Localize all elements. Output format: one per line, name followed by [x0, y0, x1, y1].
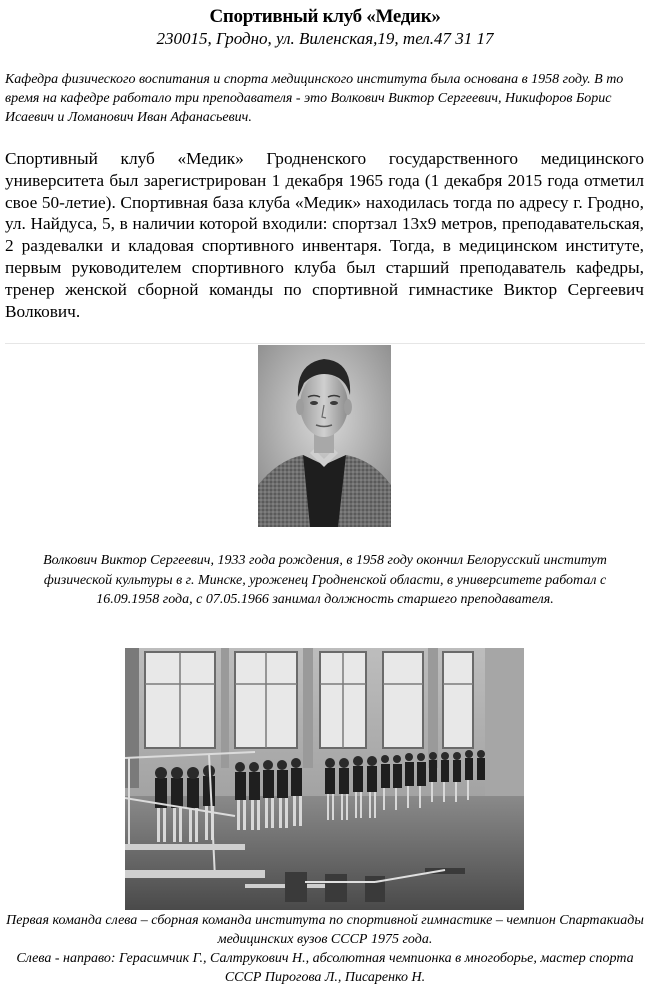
team-photo-caption [5, 911, 645, 987]
intro-paragraph: Кафедра физического воспитания и спорта медицинского института была основана в 1958 году. В то время на кафедре работало три преподавателя - это Волкович Виктор Сергеевич, Никифоров Борис Исаевич и Ломанович Иван Афанасьевич. [5, 72, 624, 125]
page-title: Спортивный клуб «Медик» [209, 6, 441, 27]
section-divider [5, 343, 645, 344]
club-address: 230015, Гродно, ул. Виленская,19, тел.47 31 17 [156, 29, 494, 48]
team-caption-line2: Слева - направо: Герасимчик Г., Салтрукович Н., абсолютная чемпионка в многоборье, мастер спорта СССР Пирогова Л., Писаренко Н. [16, 951, 634, 985]
gymnastics-team-photo [125, 648, 524, 910]
portrait-caption: Волкович Виктор Сергеевич, 1933 года рождения, в 1958 году окончил Белорусский институт физической культуры в г. Минске, уроженец Гродненской области, в университете работал с 16.09.1958 года, с 07.05.1966 занимал должность старшего преподавателя. [43, 553, 607, 607]
team-caption-line1: Первая команда слева – сборная команда института по спортивной гимнастике – чемпион Спартакиады медицинских вузов СССР 1975 года. [6, 913, 644, 947]
history-paragraph: Спортивный клуб «Медик» Гродненского государственного медицинского университета был зарегистрирован 1 декабря 1965 года (1 декабря 2015 года отметил свое 50-летие). Спортивная база клуба «Медик» находилась тогда по адресу г. Гродно, ул. Найдуса, 5, в наличии которой входили: спортзал 13х9 метров, преподавательская, 2 раздевалки и кладовая спортивного инвентаря. Тогда, в медицинском институте, первым руководителем спортивного клуба был старший преподаватель кафедры, тренер женской сборной команды по спортивной гимнастике Виктор Сергеевич Волкович. [5, 149, 644, 321]
portrait-photo [258, 345, 391, 527]
